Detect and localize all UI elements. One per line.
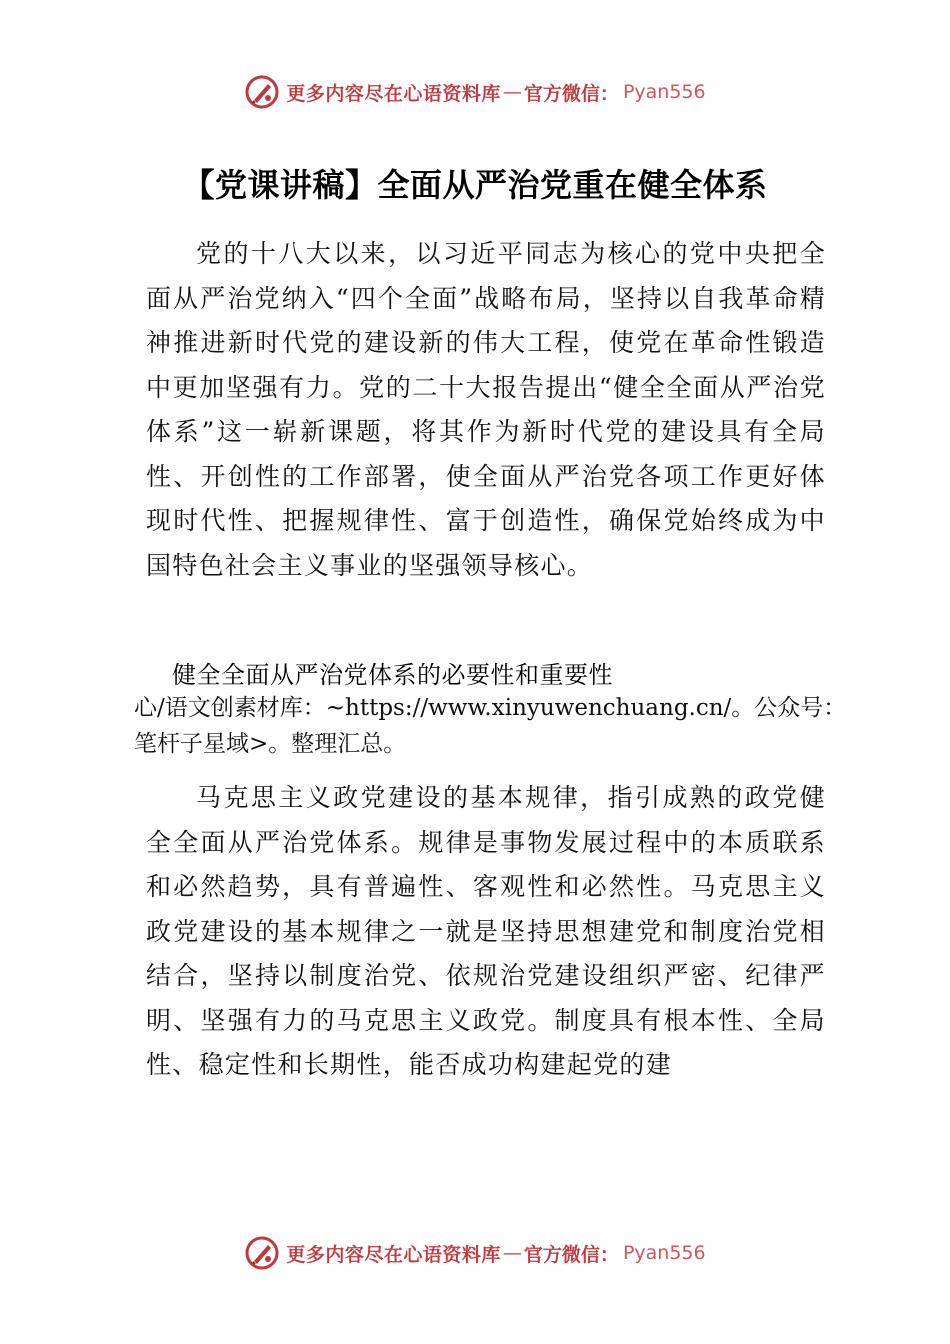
paragraph-body: 马克思主义政党建设的基本规律，指引成熟的政党健全全面从严治党体系。规律是事物发展过程中的本质联系和必然趋势，具有普遍性、客观性和必然性。马克思主义政党建设的基本规律之一就是坚持思想建党和制度治党相结合，坚持以制度治党、依规治党建设组织严密、纪律严明、坚强有力的马克思主义政党。制度具有根本性、全局性、稳定性和长期性，能否成功构建起党的建	[146, 783, 826, 1079]
banner-wechat-id: Pyan556	[622, 1242, 706, 1264]
banner-wechat-label: 官方微信：	[523, 82, 619, 105]
footer-banner	[0, 1231, 950, 1275]
banner-slogan: 更多内容尽在心语资料库	[286, 82, 501, 105]
page-title: 【党课讲稿】全面从严治党重在健全体系	[182, 166, 768, 204]
banner-separator: —	[502, 1242, 522, 1264]
section-subheading: 健全全面从严治党体系的必要性和重要性	[172, 661, 613, 689]
source-watermark-text: 心/语文创素材库：~https://www.xinyuwenchuang.cn/。公众号：笔杆子星域>。整理汇总。	[134, 695, 847, 757]
header-banner	[0, 70, 950, 114]
banner-wechat-id: Pyan556	[622, 81, 706, 103]
banner-separator: —	[502, 81, 522, 103]
pen-nib-logo-icon	[244, 1235, 280, 1271]
paragraph-intro: 党的十八大以来，以习近平同志为核心的党中央把全面从严治党纳入“四个全面”战略布局，坚持以自我革命精神推进新时代党的建设新的伟大工程，使党在革命性锻造中更加坚强有力。党的二十大报告提出“健全全面从严治党体系”这一崭新课题，将其作为新时代党的建设具有全局性、开创性的工作部署，使全面从严治党各项工作更好体现时代性、把握规律性、富于创造性，确保党始终成为中国特色社会主义事业的坚强领导核心。	[146, 239, 826, 580]
pen-nib-logo-icon	[244, 74, 280, 110]
banner-wechat-label: 官方微信：	[523, 1243, 619, 1266]
banner-slogan: 更多内容尽在心语资料库	[286, 1243, 501, 1266]
